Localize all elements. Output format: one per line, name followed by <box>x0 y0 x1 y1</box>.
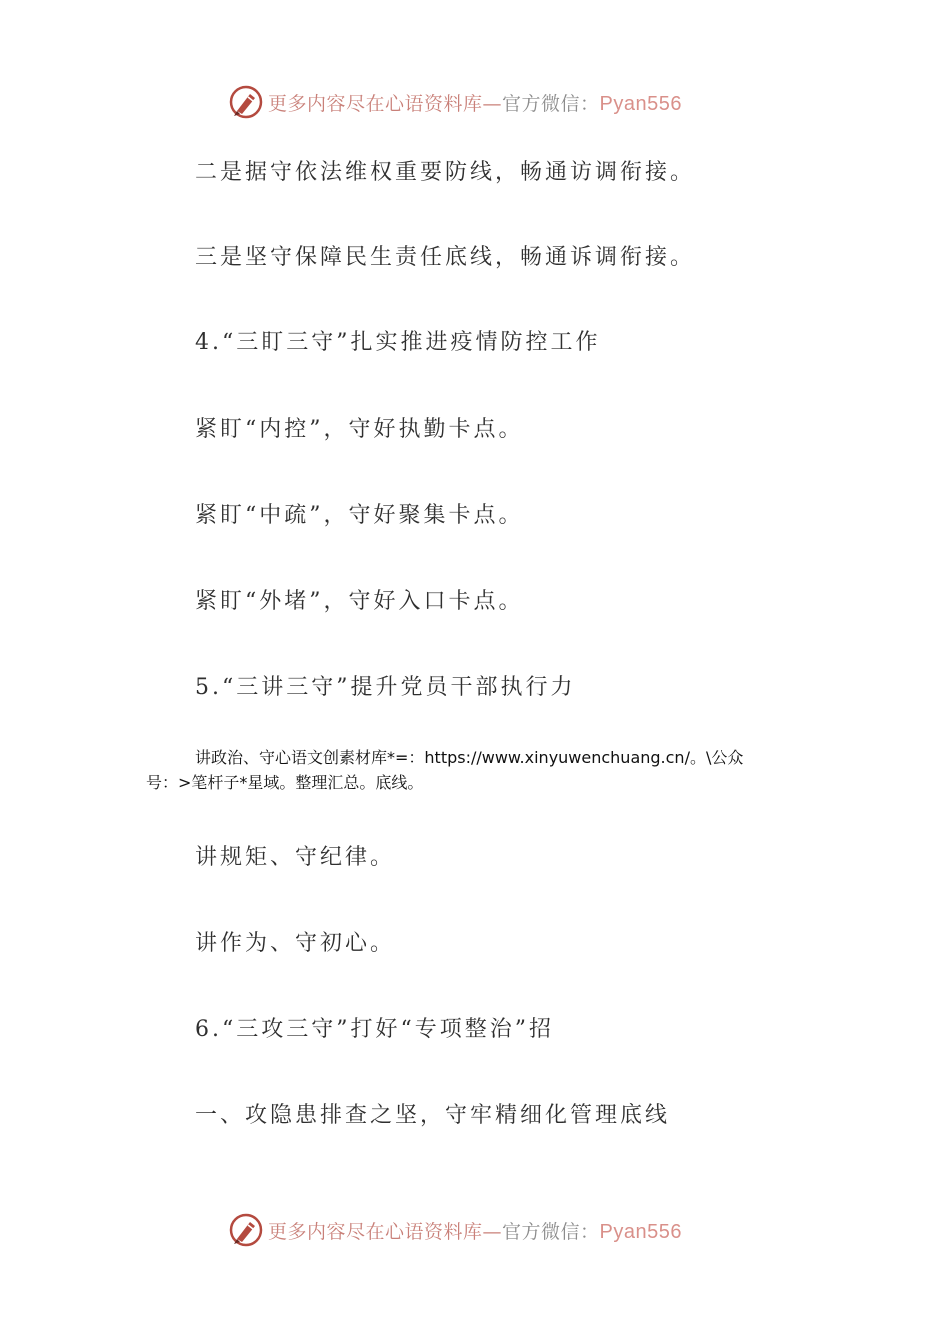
header-banner <box>228 82 682 122</box>
footer-banner <box>228 1210 682 1250</box>
banner-text <box>268 1217 682 1244</box>
banner-main-text: 更多内容尽在心语资料库— <box>268 92 503 115</box>
banner-wechat-id: Pyan556 <box>599 1220 682 1243</box>
body-line: 二是据守依法维权重要防线，畅通访调衔接。 <box>195 160 696 185</box>
section-heading: 5.“三讲三守”提升党员干部执行力 <box>195 675 576 700</box>
section-heading: 4.“三盯三守”扎实推进疫情防控工作 <box>195 330 601 355</box>
source-note-line-1: 讲政治、守心语文创素材库*=：https://www.xinyuwenchuang.cn/。\公众 <box>195 748 744 767</box>
pen-nib-logo-icon <box>228 84 264 120</box>
body-line: 讲规矩、守纪律。 <box>195 845 396 870</box>
body-line: 紧盯“外堵”，守好入口卡点。 <box>195 589 524 614</box>
banner-wechat-label: 官方微信： <box>502 92 600 115</box>
banner-wechat-id: Pyan556 <box>599 92 682 115</box>
pen-nib-logo-icon <box>228 1212 264 1248</box>
section-heading: 6.“三攻三守”打好“专项整治”招 <box>195 1017 554 1042</box>
body-line: 紧盯“中疏”，守好聚集卡点。 <box>195 503 524 528</box>
source-note-line-2: 号：>笔杆子*星域。整理汇总。底线。 <box>146 773 424 792</box>
body-line: 讲作为、守初心。 <box>195 931 396 956</box>
banner-wechat-label: 官方微信： <box>502 1220 600 1243</box>
banner-text <box>268 89 682 116</box>
banner-main-text: 更多内容尽在心语资料库— <box>268 1220 503 1243</box>
body-line: 三是坚守保障民生责任底线，畅通诉调衔接。 <box>195 245 696 270</box>
body-line: 一、攻隐患排查之坚，守牢精细化管理底线 <box>195 1103 671 1128</box>
body-line: 紧盯“内控”，守好执勤卡点。 <box>195 417 524 442</box>
